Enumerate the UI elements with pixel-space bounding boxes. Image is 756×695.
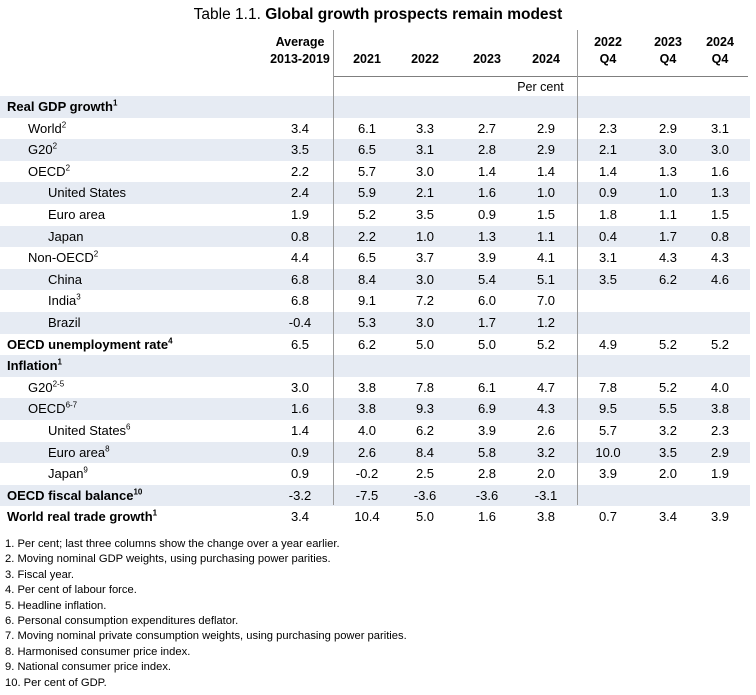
column-header: [580, 30, 636, 68]
table-cell: 3.9: [477, 250, 497, 266]
table-cell: 3.4: [290, 509, 310, 525]
table-cell: 2.3: [710, 422, 730, 438]
table-cell: 4.3: [658, 250, 678, 266]
table-cell: 5.0: [415, 336, 435, 352]
column-header-line2: Q4: [599, 52, 617, 66]
footnote-ref: 8: [105, 444, 110, 454]
column-header-line2: 2022: [411, 52, 439, 66]
table-cell: 7.8: [598, 379, 618, 395]
column-header-line1: 2024: [706, 35, 734, 49]
table-cell: 1.4: [477, 163, 497, 179]
table-cell: 3.8: [710, 401, 730, 417]
table-cell: 5.9: [357, 185, 377, 201]
table-cell: 5.7: [598, 422, 618, 438]
table-cell: 6.5: [290, 336, 310, 352]
table-cell: 5.0: [477, 336, 497, 352]
table-cell: 1.6: [290, 401, 310, 417]
footnote-item: 1. Per cent; last three columns show the change over a year earlier.: [5, 538, 340, 550]
table-cell: 2.0: [536, 466, 556, 482]
table-cell: 3.4: [290, 120, 310, 136]
row-label: Brazil: [48, 314, 81, 330]
table-row: [0, 442, 750, 464]
column-header-line1: 2022: [594, 35, 622, 49]
table-cell: 1.9: [290, 206, 310, 222]
footnote-ref: 2-5: [52, 379, 65, 389]
table-cell: 6.9: [477, 401, 497, 417]
table-cell: -3.1: [534, 487, 558, 503]
footnote-ref: 2: [65, 163, 71, 173]
table-cell: 5.2: [658, 336, 678, 352]
table-cell: 4.6: [710, 271, 730, 287]
table-cell: 1.3: [710, 185, 730, 201]
table-cell: 3.2: [658, 422, 678, 438]
table-cell: 6.2: [415, 422, 435, 438]
table-cell: 3.0: [658, 142, 678, 158]
table-cell: -0.4: [288, 314, 312, 330]
table-cell: 3.0: [290, 379, 310, 395]
table-cell: 3.9: [710, 509, 730, 525]
table-cell: 6.2: [357, 336, 377, 352]
table-cell: 6.1: [357, 120, 377, 136]
table-cell: 6.8: [290, 293, 310, 309]
footnotes: [5, 537, 745, 691]
table-cell: 9.5: [598, 401, 618, 417]
table-cell: 3.0: [415, 314, 435, 330]
table-row: [0, 204, 750, 226]
table-row: [0, 161, 750, 183]
table-row: [0, 355, 750, 377]
table-cell: 1.4: [598, 163, 618, 179]
row-label: $G20^2$: [28, 141, 58, 158]
table-cell: 2.9: [536, 142, 556, 158]
table-cell: 2.1: [415, 185, 435, 201]
table-heading: Global growth prospects remain modest: [265, 6, 563, 23]
table-cell: 1.6: [477, 509, 497, 525]
table-cell: 8.4: [415, 444, 435, 460]
footnote-ref: 1: [152, 508, 158, 518]
table-cell: -0.2: [355, 466, 379, 482]
table-cell: 2.4: [290, 185, 310, 201]
table-cell: 5.5: [658, 401, 678, 417]
data-table: [0, 96, 750, 528]
table-cell: 4.0: [710, 379, 730, 395]
footnote-ref: 10: [133, 487, 143, 497]
table-cell: 2.5: [415, 466, 435, 482]
table-cell: 4.7: [536, 379, 556, 395]
row-label: Euro area$^8$: [48, 444, 110, 460]
table-cell: -7.5: [355, 487, 379, 503]
table-row: [0, 312, 750, 334]
row-label: Euro area: [48, 206, 106, 222]
column-header: [518, 30, 574, 68]
table-cell: 3.5: [415, 206, 435, 222]
column-header-line2: 2013-2019: [270, 52, 330, 66]
table-cell: 1.5: [710, 206, 730, 222]
table-cell: 1.7: [477, 314, 497, 330]
table-cell: 7.8: [415, 379, 435, 395]
table-cell: 2.1: [598, 142, 618, 158]
row-label: United States: [48, 185, 127, 201]
column-header: [260, 30, 340, 68]
row-label: OECD fiscal balance$^{10}$: [7, 487, 143, 503]
table-cell: 6.5: [357, 250, 377, 266]
table-title: [0, 4, 756, 26]
table-row: [0, 139, 750, 161]
column-header: [692, 30, 748, 68]
column-header-line1: 2023: [654, 35, 682, 49]
table-cell: 3.4: [658, 509, 678, 525]
table-cell: 4.1: [536, 250, 556, 266]
table-row: [0, 118, 750, 140]
footnote-ref: 6: [126, 422, 131, 432]
table-cell: 2.6: [357, 444, 377, 460]
table-cell: 2.3: [598, 120, 618, 136]
table-row: [0, 96, 750, 118]
table-cell: 1.1: [658, 206, 678, 222]
footnote-item: 5. Headline inflation.: [5, 599, 107, 612]
table-cell: 2.8: [477, 466, 497, 482]
table-cell: 10.4: [354, 509, 380, 525]
row-label: OECD$^2$: [28, 163, 71, 179]
row-label: China: [48, 271, 82, 287]
table-cell: 0.9: [598, 185, 618, 201]
table-cell: 0.9: [290, 444, 310, 460]
footnote-ref: 2: [61, 120, 67, 130]
footnote-item: 9. National consumer price index.: [5, 661, 172, 674]
table-cell: 2.9: [536, 120, 556, 136]
table-cell: 1.2: [536, 314, 556, 330]
footnote-item: 10. Per cent of GDP.: [5, 676, 107, 689]
table-cell: 6.8: [290, 271, 310, 287]
table-cell: 4.0: [357, 422, 377, 438]
footnote-ref: 4: [168, 336, 173, 346]
column-header-line2: 2023: [473, 52, 501, 66]
column-header-line2: Q4: [659, 52, 677, 66]
footnote-item: 8. Harmonised consumer price index.: [5, 645, 191, 658]
table-row: [0, 506, 750, 528]
table-row: [0, 247, 750, 269]
row-label: Real GDP growth$^1$: [7, 98, 118, 114]
row-label: Non-OECD$^2$: [28, 249, 99, 266]
table-cell: 3.5: [658, 444, 678, 460]
column-header: [640, 30, 696, 68]
table-cell: 3.0: [710, 142, 730, 158]
table-cell: 1.4: [536, 163, 556, 179]
footnote-ref: 6-7: [65, 400, 78, 410]
table-cell: 5.2: [357, 206, 377, 222]
table-cell: 2.9: [658, 120, 678, 136]
table-cell: 0.8: [710, 228, 730, 244]
row-label: Japan$^9$: [48, 465, 88, 482]
table-cell: 7.2: [415, 293, 435, 309]
table-cell: 9.1: [357, 293, 377, 309]
table-cell: 5.2: [658, 379, 678, 395]
column-header: [459, 30, 515, 68]
row-label: United States$^6$: [48, 422, 131, 438]
table-cell: 1.8: [598, 206, 618, 222]
table-cell: 5.7: [357, 163, 377, 179]
table-cell: 3.1: [415, 142, 435, 158]
table-cell: 5.3: [357, 314, 377, 330]
table-cell: 6.5: [357, 142, 377, 158]
footnote-ref: 2: [52, 141, 58, 151]
table-row: [0, 226, 750, 248]
table-cell: 5.1: [536, 271, 556, 287]
row-label: G20$^{2-5}$: [28, 379, 65, 395]
table-cell: 10.0: [595, 444, 621, 460]
table-cell: 1.9: [710, 466, 730, 482]
table-cell: 4.9: [598, 336, 618, 352]
table-row: [0, 290, 750, 312]
row-label: India$^3$: [48, 293, 81, 309]
table-cell: 6.0: [477, 293, 497, 309]
table-cell: 5.2: [536, 336, 556, 352]
table-cell: 3.9: [598, 466, 618, 482]
footnote-item: 6. Personal consumption expenditures deflator.: [5, 615, 239, 628]
table-cell: 7.0: [536, 293, 556, 309]
footnote-ref: 9: [83, 465, 88, 475]
table-cell: 6.1: [477, 379, 497, 395]
table-cell: 0.4: [598, 228, 618, 244]
table-row: [0, 420, 750, 442]
table-row: [0, 485, 750, 507]
table-cell: 0.9: [477, 206, 497, 222]
table-cell: 1.3: [658, 163, 678, 179]
table-cell: 1.6: [477, 185, 497, 201]
row-label: Inflation$^1$: [7, 357, 62, 374]
column-header: [339, 30, 395, 68]
table-cell: 3.7: [415, 250, 435, 266]
table-cell: 3.8: [357, 379, 377, 395]
table-cell: 3.2: [536, 444, 556, 460]
column-divider-left: [333, 30, 334, 505]
footnote-ref: 2: [93, 249, 99, 259]
row-label: World real trade growth$^1$: [7, 508, 158, 525]
column-header-line2: Q4: [711, 52, 729, 66]
table-cell: 0.9: [290, 466, 310, 482]
table-cell: 5.0: [415, 509, 435, 525]
table-cell: 4.3: [710, 250, 730, 266]
table-cell: -3.6: [475, 487, 499, 503]
row-label: OECD unemployment rate$^4$: [7, 336, 173, 352]
table-cell: 1.5: [536, 206, 556, 222]
table-cell: 1.0: [536, 185, 556, 201]
table-row: [0, 463, 750, 485]
table-cell: 1.0: [658, 185, 678, 201]
table-cell: 3.3: [415, 120, 435, 136]
table-cell: 3.9: [477, 422, 497, 438]
table-cell: 1.1: [536, 228, 556, 244]
table-cell: 2.6: [536, 422, 556, 438]
column-header-line1: Average: [275, 35, 325, 49]
table-cell: 0.8: [290, 228, 310, 244]
row-label: Japan: [48, 228, 84, 244]
table-cell: 1.4: [290, 422, 310, 438]
table-cell: 0.7: [598, 509, 618, 525]
table-cell: 3.1: [710, 120, 730, 136]
table-row: [0, 377, 750, 399]
table-cell: 1.7: [658, 228, 678, 244]
table-row: [0, 182, 750, 204]
table-row: [0, 398, 750, 420]
table-cell: -3.2: [288, 487, 312, 503]
table-cell: 2.0: [658, 466, 678, 482]
table-cell: 9.3: [415, 401, 435, 417]
table-cell: 5.8: [477, 444, 497, 460]
column-header-line2: 2024: [532, 52, 560, 66]
table-cell: 2.2: [290, 163, 310, 179]
table-cell: 3.8: [536, 509, 556, 525]
footnote-item: 2. Moving nominal GDP weights, using purchasing power parities.: [5, 553, 331, 566]
table-cell: 1.3: [477, 228, 497, 244]
table-cell: 3.1: [598, 250, 618, 266]
table-cell: 4.4: [290, 250, 310, 266]
row-label: OECD$^{6-7}$: [28, 400, 78, 417]
footnote-item: 4. Per cent of labour force.: [5, 584, 137, 597]
table-cell: 3.5: [290, 142, 310, 158]
table-cell: 1.0: [415, 228, 435, 244]
table-number: Table 1.1.: [193, 6, 261, 23]
table-row: [0, 269, 750, 291]
table-cell: 2.7: [477, 120, 497, 136]
footnote-item: 3. Fiscal year.: [5, 568, 75, 581]
row-label: World$^2$: [28, 120, 67, 136]
footnote-ref: 1: [57, 357, 62, 367]
table-cell: 5.2: [710, 336, 730, 352]
footnote-ref: 3: [76, 293, 81, 303]
table-cell: 2.9: [710, 444, 730, 460]
table-cell: 2.8: [477, 142, 497, 158]
table-cell: 3.8: [357, 401, 377, 417]
unit-label: Per cent: [333, 76, 748, 97]
table-cell: 8.4: [357, 271, 377, 287]
table-cell: 3.0: [415, 163, 435, 179]
table-cell: 6.2: [658, 271, 678, 287]
table-cell: 1.6: [710, 163, 730, 179]
table-cell: 5.4: [477, 271, 497, 287]
table-cell: 4.3: [536, 401, 556, 417]
table-cell: -3.6: [413, 487, 437, 503]
footnote-item: 7. Moving nominal private consumption weights, using purchasing power parities.: [5, 630, 407, 643]
table-cell: 3.0: [415, 271, 435, 287]
column-header-line2: 2021: [353, 52, 381, 66]
column-header: [397, 30, 453, 68]
table-cell: 3.5: [598, 271, 618, 287]
footnote-ref: 1: [112, 98, 118, 108]
table-row: [0, 334, 750, 356]
column-divider-quarterly: [577, 30, 578, 505]
table-cell: 2.2: [357, 228, 377, 244]
